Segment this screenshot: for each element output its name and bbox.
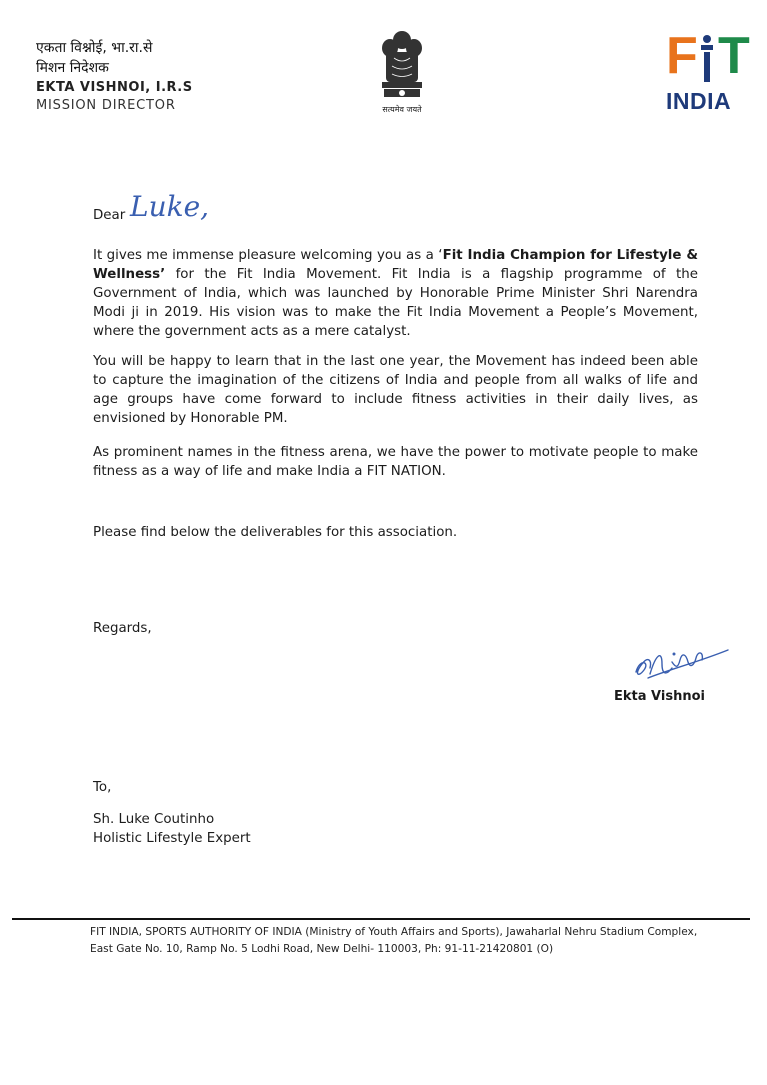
footer-divider	[12, 918, 750, 920]
header-hindi-name: एकता विश्नोई, भा.रा.से	[36, 40, 153, 56]
header-title: MISSION DIRECTOR	[36, 98, 176, 113]
paragraph-fitness: As prominent names in the fitness arena, we have the power to motivate people to make fitness as a way of life and make India a FIT NATION.	[93, 445, 698, 479]
header-name: EKTA VISHNOI, I.R.S	[36, 80, 193, 95]
footer-line-2: East Gate No. 10, Ramp No. 5 Lodhi Road, New Delhi- 110003, Ph: 91-11-21420801 (O)	[90, 943, 554, 955]
closing: Regards,	[93, 621, 152, 636]
header-hindi-title: मिशन निदेशक	[36, 60, 109, 76]
champion-title: Fit India Champion for Lifestyle & Wellness’	[93, 248, 698, 282]
address-to: To,	[93, 780, 112, 795]
paragraph-deliverables: Please find below the deliverables for this association.	[93, 525, 458, 540]
fit-india-wordmark: INDIA	[666, 88, 732, 114]
footer-address	[90, 924, 710, 958]
paragraph-welcome: It gives me immense pleasure welcoming you as a ‘Fit India Champion for Lifestyle & Wellness’ for the Fit India Movement. Fit India is a flagship programme of the Government of India, which was launched by Honorable Prime Minister Shri Narendra Modi ji in 2019. His vision was to make the Fit India Movement a People’s Movement, where the government acts as a mere catalyst.	[93, 248, 698, 339]
recipient-designation: Holistic Lifestyle Expert	[93, 831, 251, 846]
recipient-name: Sh. Luke Coutinho	[93, 812, 215, 827]
emblem-motto: सत्यमेव जयते	[382, 105, 422, 114]
fit-figure-icon	[700, 34, 714, 82]
greeting: Dear	[93, 208, 126, 223]
handwritten-recipient-name: Luke,	[130, 190, 210, 223]
signatory-name: Ekta Vishnoi	[614, 689, 705, 704]
fit-india-logo: F T INDIA	[666, 27, 750, 114]
footer-line-1: FIT INDIA, SPORTS AUTHORITY OF INDIA (Ministry of Youth Affairs and Sports), Jawaharlal Nehru Stadium Complex,	[90, 926, 698, 938]
handwritten-signature	[628, 634, 732, 684]
paragraph-movement: You will be happy to learn that in the last one year, the Movement has indeed been able to capture the imagination of the citizens of India and people from all walks of life and age groups have come forward to include fitness activities in their daily lives, as envisioned by Honorable PM.	[93, 354, 698, 426]
